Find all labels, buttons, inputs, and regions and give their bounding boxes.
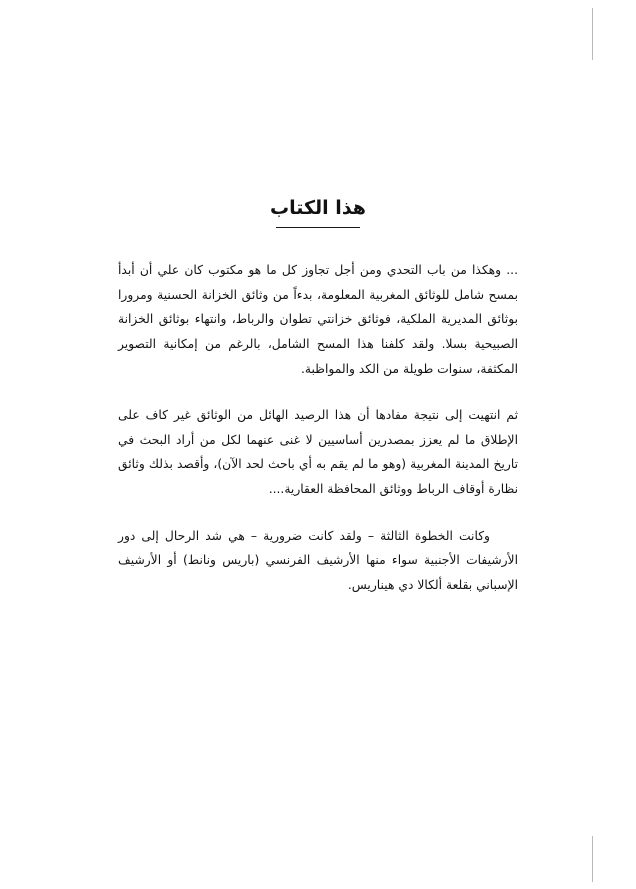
page-edge-rule-bottom: [592, 836, 593, 882]
paragraph-3: وكانت الخطوة الثالثة – ولقد كانت ضرورية – هي شد الرحال إلى دور الأرشيفات الأجنبية سواء منها الأرشيف الفرنسي (باريس ونانط) أو الأرشيف الإسباني بقلعة ألكالا دي هيناريس.: [118, 528, 518, 592]
paragraph-2: ثم انتهيت إلى نتيجة مفادها أن هذا الرصيد الهائل من الوثائق غير كاف على الإطلاق ما لم يعزز بمصدرين أساسيين لا غنى عنهما لكل من أراد البحث في تاريخ المدينة المغربية (وهو ما لم يقم به أي باحث لحد الآن)، وأقصد بذلك وثائق نظارة أوقاف الرباط ووثائق المحافظة العقارية....: [118, 408, 518, 496]
paragraph-1: ... وهكذا من باب التحدي ومن أجل تجاوز كل ما هو مكتوب كان علي أن أبدأ بمسح شامل للوثائق المغربية المعلومة، بدءاً من وثائق الخزانة الحسنية ومرورا بوثائق المديرية الملكية، فوثائق خزانتي تطوان والرباط، وانتهاء بوثائق الخزانة الصبيحية بسلا. ولقد كلفنا هذا المسح الشامل، بالرغم من إمكانية التصوير المكثفة، سنوات طويلة من الكد والمواظبة.: [118, 263, 518, 376]
page-edge-rule-top: [592, 8, 593, 60]
text-column: [118, 196, 518, 597]
title-underline: [276, 227, 360, 229]
page-title: هذا الكتاب: [270, 197, 366, 219]
